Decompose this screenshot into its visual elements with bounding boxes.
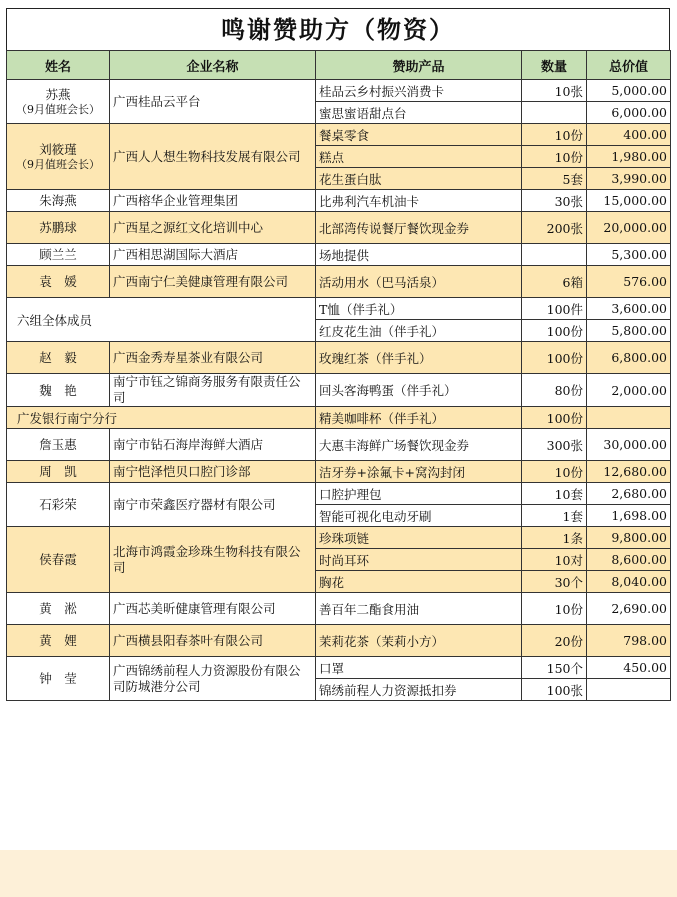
quantity-cell: 10份 [522, 593, 587, 625]
quantity-cell: 1套 [522, 505, 587, 527]
sponsor-role: （9月值班会长） [16, 102, 100, 116]
quantity-cell: 100件 [522, 298, 587, 320]
table-row [7, 407, 671, 429]
product-cell: 桂品云乡村振兴消费卡 [316, 80, 522, 102]
product-cell: 胸花 [316, 571, 522, 593]
sponsor-name: 魏 艳 [39, 382, 77, 398]
product-cell: 大惠丰海鲜广场餐饮现金券 [316, 429, 522, 461]
quantity-cell: 200张 [522, 212, 587, 244]
product-cell: 时尚耳环 [316, 549, 522, 571]
quantity-cell: 10份 [522, 146, 587, 168]
company-cell: 广西相思湖国际大酒店 [110, 244, 316, 266]
product-cell: 茉莉花茶（茉莉小方） [316, 625, 522, 657]
quantity-cell [522, 244, 587, 266]
product-cell: 蜜思蜜语甜点台 [316, 102, 522, 124]
table-row [7, 266, 671, 298]
page-bottom-band [0, 850, 677, 897]
company-cell: 广西横县阳春茶叶有限公司 [110, 625, 316, 657]
product-cell: 洁牙券+涂氟卡+窝沟封闭 [316, 461, 522, 483]
product-cell: 口腔护理包 [316, 483, 522, 505]
company-cell: 广西南宁仁美健康管理有限公司 [110, 266, 316, 298]
table-header-row [7, 51, 671, 80]
quantity-cell: 150个 [522, 657, 587, 679]
quantity-cell [522, 102, 587, 124]
total-value-cell [587, 679, 671, 701]
total-value-cell: 15,000.00 [587, 190, 671, 212]
quantity-cell: 30张 [522, 190, 587, 212]
total-value-cell: 6,800.00 [587, 342, 671, 374]
total-value-cell: 2,000.00 [587, 374, 671, 407]
product-cell: 北部湾传说餐厅餐饮现金券 [316, 212, 522, 244]
company-cell: 南宁市荣鑫医疗器材有限公司 [110, 483, 316, 527]
sponsor-name: 苏鹏球 [39, 220, 77, 235]
sponsor-name-cell [7, 80, 110, 124]
total-value-cell: 450.00 [587, 657, 671, 679]
total-value-cell: 8,600.00 [587, 549, 671, 571]
page-title: 鸣谢赞助方（物资） [6, 8, 670, 50]
quantity-cell: 80份 [522, 374, 587, 407]
sponsor-name-cell [7, 429, 110, 461]
quantity-cell: 5套 [522, 168, 587, 190]
product-cell: T恤（伴手礼） [316, 298, 522, 320]
quantity-cell: 1条 [522, 527, 587, 549]
table-row [7, 593, 671, 625]
product-cell: 锦绣前程人力资源抵扣券 [316, 679, 522, 701]
sponsor-name-cell [7, 593, 110, 625]
sponsor-name-cell [7, 266, 110, 298]
sponsor-name-cell [7, 244, 110, 266]
sponsor-role: （9月值班会长） [16, 157, 100, 171]
table-row [7, 212, 671, 244]
sponsor-name: 周 凯 [39, 464, 77, 479]
company-cell: 广西榕华企业管理集团 [110, 190, 316, 212]
total-value-cell: 1,698.00 [587, 505, 671, 527]
table-body [7, 80, 671, 701]
company-cell: 南宁市钰之锦商务服务有限责任公司 [110, 374, 316, 407]
total-value-cell: 5,800.00 [587, 320, 671, 342]
company-cell: 广西星之源红文化培训中心 [110, 212, 316, 244]
header-name: 姓名 [7, 51, 110, 80]
sponsor-name: 赵 毅 [39, 350, 77, 365]
product-cell: 智能可视化电动牙刷 [316, 505, 522, 527]
product-cell: 活动用水（巴马活泉） [316, 266, 522, 298]
quantity-cell: 100份 [522, 320, 587, 342]
product-cell: 口罩 [316, 657, 522, 679]
product-cell: 餐桌零食 [316, 124, 522, 146]
product-cell: 场地提供 [316, 244, 522, 266]
total-value-cell: 30,000.00 [587, 429, 671, 461]
sponsor-name: 石彩荣 [39, 497, 77, 512]
sponsor-name-cell [7, 461, 110, 483]
sponsor-name-cell [7, 374, 110, 407]
total-value-cell: 3,600.00 [587, 298, 671, 320]
total-value-cell: 3,990.00 [587, 168, 671, 190]
sponsor-name-cell [7, 483, 110, 527]
sponsor-name-cell [7, 625, 110, 657]
total-value-cell: 6,000.00 [587, 102, 671, 124]
total-value-cell: 400.00 [587, 124, 671, 146]
company-cell: 北海市鸿霞金珍珠生物科技有限公司 [110, 527, 316, 593]
total-value-cell: 1,980.00 [587, 146, 671, 168]
sponsor-name: 黄 淞 [39, 601, 77, 616]
sponsor-name: 朱海燕 [39, 193, 77, 208]
sponsor-name-cell [7, 190, 110, 212]
quantity-cell: 300张 [522, 429, 587, 461]
table-row [7, 298, 671, 320]
merged-sponsor-cell: 广发银行南宁分行 [7, 407, 316, 429]
total-value-cell: 2,690.00 [587, 593, 671, 625]
table-row [7, 657, 671, 679]
table-row [7, 244, 671, 266]
company-cell: 广西芯美昕健康管理有限公司 [110, 593, 316, 625]
product-cell: 糕点 [316, 146, 522, 168]
table-row [7, 429, 671, 461]
sponsor-name: 顾兰兰 [39, 247, 77, 262]
total-value-cell: 576.00 [587, 266, 671, 298]
quantity-cell: 10套 [522, 483, 587, 505]
sponsor-name: 袁 媛 [39, 274, 77, 289]
quantity-cell: 30个 [522, 571, 587, 593]
sponsor-name-cell [7, 124, 110, 190]
company-cell: 广西人人想生物科技发展有限公司 [110, 124, 316, 190]
quantity-cell: 10对 [522, 549, 587, 571]
product-cell: 花生蛋白肽 [316, 168, 522, 190]
quantity-cell: 20份 [522, 625, 587, 657]
total-value-cell [587, 407, 671, 429]
header-company: 企业名称 [110, 51, 316, 80]
company-cell: 广西桂品云平台 [110, 80, 316, 124]
company-cell: 南宁市钻石海岸海鲜大酒店 [110, 429, 316, 461]
quantity-cell: 100份 [522, 342, 587, 374]
table-row [7, 124, 671, 146]
header-total: 总价值 [587, 51, 671, 80]
table-row [7, 527, 671, 549]
table-row [7, 461, 671, 483]
total-value-cell: 12,680.00 [587, 461, 671, 483]
table-row [7, 342, 671, 374]
sponsor-name: 刘筱瑾 [39, 141, 77, 157]
table-row [7, 190, 671, 212]
quantity-cell: 10张 [522, 80, 587, 102]
product-cell: 比弗利汽车机油卡 [316, 190, 522, 212]
product-cell: 珍珠项链 [316, 527, 522, 549]
sponsor-name-cell [7, 342, 110, 374]
sponsor-name-cell [7, 527, 110, 593]
total-value-cell: 2,680.00 [587, 483, 671, 505]
table-row [7, 483, 671, 505]
total-value-cell: 5,300.00 [587, 244, 671, 266]
quantity-cell: 6箱 [522, 266, 587, 298]
total-value-cell: 20,000.00 [587, 212, 671, 244]
sponsor-table [6, 50, 671, 701]
quantity-cell: 100张 [522, 679, 587, 701]
sponsor-name: 钟 莹 [39, 671, 77, 686]
merged-sponsor-cell: 六组全体成员 [7, 298, 316, 342]
table-row [7, 374, 671, 407]
quantity-cell: 100份 [522, 407, 587, 429]
table-row [7, 625, 671, 657]
sponsor-name-cell [7, 212, 110, 244]
product-cell: 善百年二酯食用油 [316, 593, 522, 625]
quantity-cell: 10份 [522, 124, 587, 146]
sponsor-name-cell [7, 657, 110, 701]
product-cell: 回头客海鸭蛋（伴手礼） [316, 374, 522, 407]
total-value-cell: 5,000.00 [587, 80, 671, 102]
product-cell: 红皮花生油（伴手礼） [316, 320, 522, 342]
total-value-cell: 8,040.00 [587, 571, 671, 593]
header-product: 赞助产品 [316, 51, 522, 80]
sponsor-name: 苏燕 [45, 86, 71, 102]
table-row [7, 80, 671, 102]
company-cell: 广西金秀寿星茶业有限公司 [110, 342, 316, 374]
total-value-cell: 9,800.00 [587, 527, 671, 549]
company-cell: 广西锦绣前程人力资源股份有限公司防城港分公司 [110, 657, 316, 701]
sponsor-name: 詹玉惠 [39, 437, 77, 452]
header-qty: 数量 [522, 51, 587, 80]
sponsor-name: 侯春霞 [39, 552, 77, 567]
quantity-cell: 10份 [522, 461, 587, 483]
sponsor-name: 黄 娌 [39, 633, 77, 648]
total-value-cell: 798.00 [587, 625, 671, 657]
company-cell: 南宁恺泽恺贝口腔门诊部 [110, 461, 316, 483]
product-cell: 玫瑰红茶（伴手礼） [316, 342, 522, 374]
product-cell: 精美咖啡杯（伴手礼） [316, 407, 522, 429]
